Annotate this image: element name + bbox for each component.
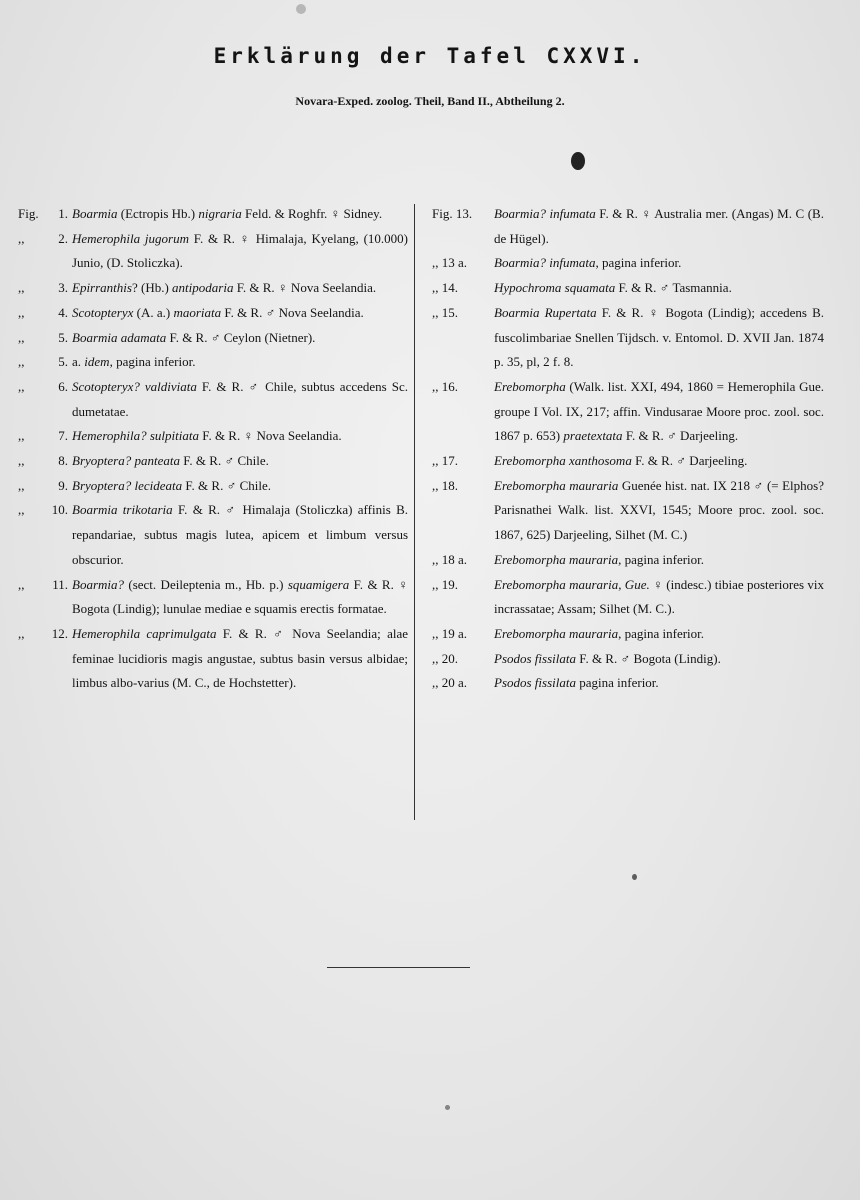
right-column: [432, 202, 824, 696]
figure-number: [18, 498, 72, 572]
figure-number: [18, 326, 72, 351]
figure-description: Erebomorpha (Walk. list. XXI, 494, 1860 = Hemerophila Gue. groupe I Vol. IX, 217; affin. Vindusarae Moore proc. zool. soc. 1867 p. 653) praetextata F. & R. ♂ Darjeeling.: [494, 378, 824, 444]
figure-description: Erebomorpha mauraria, pagina inferior.: [494, 625, 705, 641]
figure-number-label: ,, 19 a.: [432, 625, 468, 641]
figure-entry: [432, 573, 824, 622]
figure-number: [432, 474, 494, 548]
figure-number: [432, 671, 494, 696]
figure-number-label: 3.: [58, 280, 68, 296]
figure-entry: [432, 449, 824, 474]
figure-number-label: 12.: [51, 625, 68, 641]
figure-entry: [432, 276, 824, 301]
figure-entry: [18, 498, 408, 572]
figure-number-label: 7.: [58, 428, 68, 444]
figure-number: [18, 449, 72, 474]
figure-entry: [18, 474, 408, 499]
figure-number-label: 11.: [52, 576, 68, 592]
figure-number-label: ,, 20 a.: [432, 675, 468, 691]
figure-number: [18, 276, 72, 301]
figure-prefix: ,,: [18, 378, 25, 394]
figure-entry: [18, 424, 408, 449]
figure-description: Boarmia trikotaria F. & R. ♂ Himalaja (Stoliczka) affinis B. repandariae, subtus magis lutea, apicem et limbum versus obscurior.: [72, 502, 408, 567]
figure-number: [432, 375, 494, 449]
figure-number-label: ,, 19.: [432, 576, 458, 592]
figure-description: Boarmia? infumata, pagina inferior.: [494, 255, 682, 271]
figure-number: [18, 227, 72, 276]
ink-speck: [571, 152, 585, 170]
figure-description: Boarmia? (sect. Deileptenia m., Hb. p.) squamigera F. & R. ♀ Bogota (Lindig); lunulae mediae e squamis erectis formatae.: [72, 576, 408, 617]
figure-description: Boarmia adamata F. & R. ♂ Ceylon (Nietner).: [72, 329, 316, 345]
figure-entry: [432, 375, 824, 449]
figure-description: Hypochroma squamata F. & R. ♂ Tasmannia.: [494, 280, 732, 296]
bottom-rule: [327, 967, 470, 968]
figure-description: Boarmia (Ectropis Hb.) nigraria Feld. & Roghfr. ♀ Sidney.: [72, 206, 383, 221]
figure-entry: [18, 227, 408, 276]
figure-number-label: ,, 18 a.: [432, 551, 468, 567]
figure-number: [18, 424, 72, 449]
figure-prefix: Fig.: [18, 206, 39, 221]
figure-entry: [18, 350, 408, 375]
figure-prefix: ,,: [18, 453, 25, 469]
figure-prefix: ,,: [18, 477, 25, 493]
figure-description: Scotopteryx (A. a.) maoriata F. & R. ♂ Nova Seelandia.: [72, 304, 364, 320]
figure-description: Psodos fissilata F. & R. ♂ Bogota (Lindig).: [494, 650, 721, 666]
figure-entry: [18, 622, 408, 696]
figure-number: [432, 573, 494, 622]
figure-prefix: ,,: [18, 280, 25, 296]
figure-number-label: 9.: [58, 477, 68, 493]
figure-number-label: 5.: [58, 329, 68, 345]
figure-number: [432, 202, 494, 251]
left-column: [18, 202, 408, 696]
figure-number: [18, 474, 72, 499]
figure-prefix: ,,: [18, 502, 25, 518]
figure-description: Epirranthis? (Hb.) antipodaria F. & R. ♀ Nova Seelandia.: [72, 280, 377, 296]
figure-number: [18, 573, 72, 622]
figure-entry: [432, 301, 824, 375]
figure-description: Scotopteryx? valdiviata F. & R. ♂ Chile, subtus accedens Sc. dumetatae.: [72, 378, 408, 419]
figure-number-label: 8.: [58, 453, 68, 469]
figure-description: Erebomorpha mauraria, Gue. ♀ (indesc.) tibiae posteriores vix incrassatae; Assam; Silhet (M. C.).: [494, 576, 824, 617]
figure-description: Bryoptera? panteata F. & R. ♂ Chile.: [72, 453, 269, 469]
figure-number: [18, 622, 72, 696]
figure-number: [18, 202, 72, 227]
figure-number-label: ,, 14.: [432, 280, 458, 296]
figure-number-label: 1.: [58, 206, 68, 221]
figure-prefix: ,,: [18, 329, 25, 345]
figure-description: a. idem, pagina inferior.: [72, 354, 196, 370]
figure-prefix: ,,: [18, 625, 25, 641]
figure-description: Hemerophila? sulpitiata F. & R. ♀ Nova Seelandia.: [72, 428, 342, 444]
figure-number-label: ,, 13 a.: [432, 255, 468, 271]
ink-speck: [632, 874, 637, 880]
figure-number: [432, 449, 494, 474]
figure-number-label: 2.: [58, 230, 68, 246]
figure-description: Boarmia Rupertata F. & R. ♀ Bogota (Lindig); accedens B. fuscolimbariae Snellen Tijdsch. v. Entomol. D. XVII Jan. 1874 p. 35, pl, 2 f. 8.: [494, 304, 824, 370]
figure-number-label: 10.: [51, 502, 68, 518]
column-divider: [414, 204, 415, 820]
figure-entry: [432, 622, 824, 647]
figure-description: Hemerophila caprimulgata F. & R. ♂ Nova Seelandia; alae feminae lucidioris magis angustae, subtus basin versus albidae; limbus albo-varius (M. C., de Hochstetter).: [72, 625, 408, 691]
figure-number-label: ,, 16.: [432, 378, 458, 394]
figure-prefix: ,,: [18, 304, 25, 320]
figure-number: [18, 350, 72, 375]
figure-description: Erebomorpha mauraria, pagina inferior.: [494, 551, 705, 567]
figure-entry: [432, 671, 824, 696]
figure-number-label: 5.: [58, 354, 68, 370]
figure-entry: [432, 647, 824, 672]
figure-prefix: ,,: [18, 428, 25, 444]
figure-description: Erebomorpha xanthosoma F. & R. ♂ Darjeeling.: [494, 453, 748, 469]
figure-number: [432, 276, 494, 301]
figure-number-label: ,, 18.: [432, 477, 458, 493]
figure-entry: [432, 474, 824, 548]
figure-entry: [18, 573, 408, 622]
figure-prefix: ,,: [18, 354, 25, 370]
figure-entry: [18, 202, 408, 227]
figure-number: [432, 251, 494, 276]
figure-entry: [18, 375, 408, 424]
figure-prefix: ,,: [18, 230, 25, 246]
figure-number: [432, 647, 494, 672]
page-subtitle: Novara-Exped. zoolog. Theil, Band II., Abtheilung 2.: [295, 94, 565, 108]
figure-entry: [432, 548, 824, 573]
figure-entry: [432, 251, 824, 276]
figure-entry: [18, 301, 408, 326]
figure-number-label: 4.: [58, 304, 68, 320]
figure-description: Erebomorpha mauraria Guenée hist. nat. IX 218 ♂ (= Elphos? Parisnathei Walk. list. XXVI, 1545; Moore proc. zool. soc. 1867, 625) Darjeeling, Silhet (M. C.): [494, 477, 824, 543]
figure-number: [18, 375, 72, 424]
figure-entry: [432, 202, 824, 251]
figure-number: [18, 301, 72, 326]
figure-entry: [18, 276, 408, 301]
figure-number-label: 6.: [58, 378, 68, 394]
figure-number: [432, 548, 494, 573]
figure-description: Bryoptera? lecideata F. & R. ♂ Chile.: [72, 477, 271, 493]
figure-number: [432, 301, 494, 375]
figure-description: Psodos fissilata pagina inferior.: [494, 675, 659, 691]
figure-number-label: Fig. 13.: [432, 206, 473, 221]
figure-description: Boarmia? infumata F. & R. ♀ Australia mer. (Angas) M. C (B. de Hügel).: [494, 206, 824, 246]
figure-entry: [18, 449, 408, 474]
figure-number-label: ,, 20.: [432, 650, 458, 666]
figure-entry: [18, 326, 408, 351]
figure-prefix: ,,: [18, 576, 25, 592]
page-title: Erklärung der Tafel CXXVI.: [213, 44, 647, 68]
figure-number-label: ,, 17.: [432, 453, 458, 469]
figure-number: [432, 622, 494, 647]
figure-number-label: ,, 15.: [432, 304, 458, 320]
figure-description: Hemerophila jugorum F. & R. ♀ Himalaja, Kyelang, (10.000) Junio, (D. Stoliczka).: [72, 230, 408, 271]
ink-speck: [296, 4, 306, 14]
ink-speck: [445, 1105, 450, 1110]
